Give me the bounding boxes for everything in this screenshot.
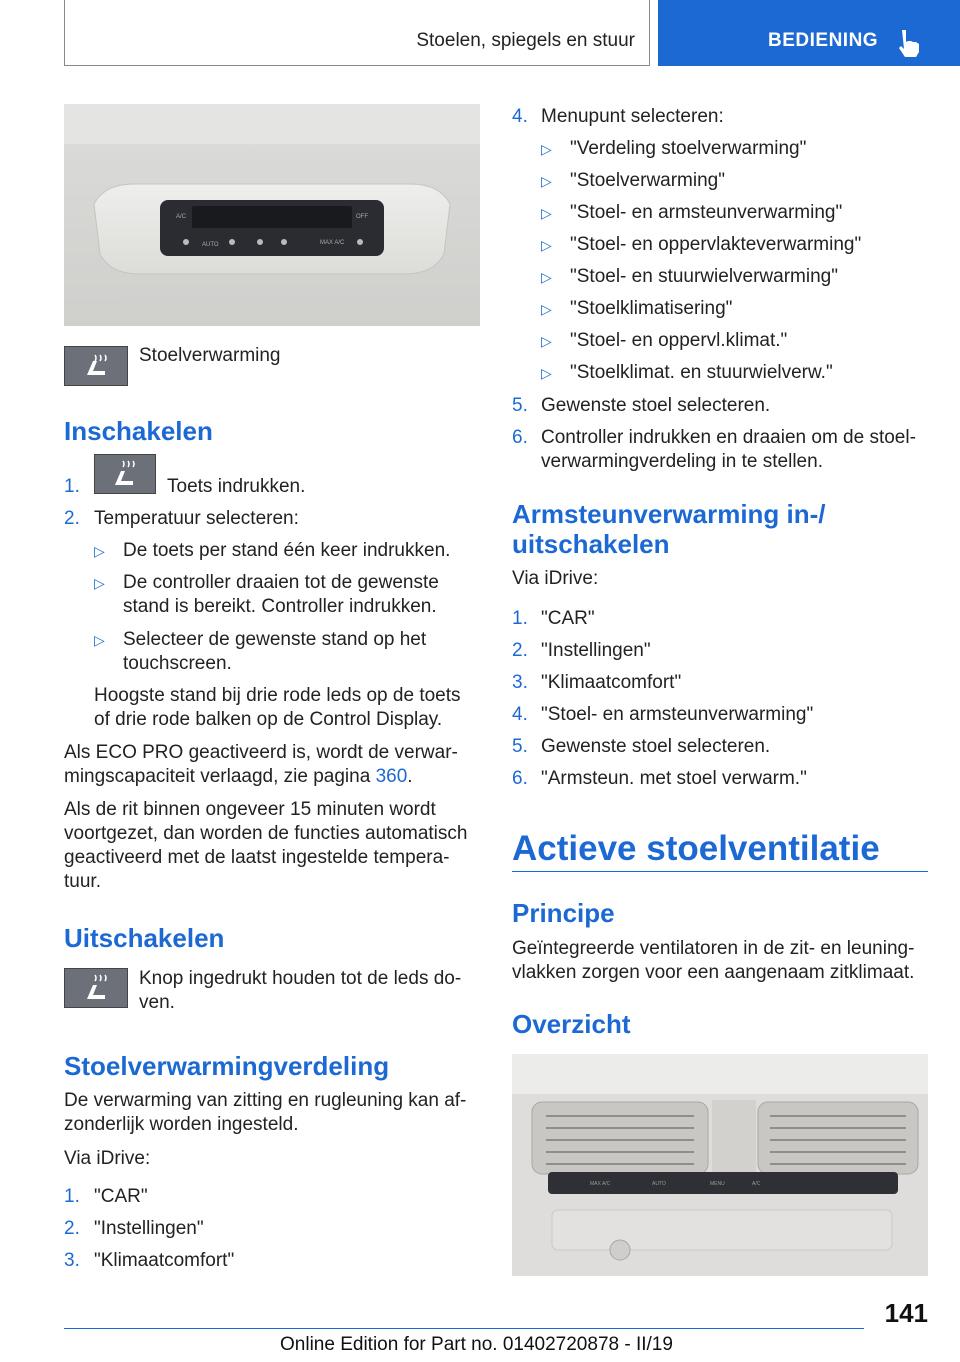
seat-heating-panel-photo <box>64 104 480 326</box>
step-text: Gewenste stoel selecteren. <box>541 736 771 757</box>
menu-item: "Stoel- en armsteunverwarming" <box>570 202 843 223</box>
bullet-icon: ▷ <box>541 141 552 157</box>
step-number: 1. <box>64 476 80 497</box>
panel-max-ac-label: MAX A/C <box>320 240 345 246</box>
note-text: Hoogste stand bij drie rode leds op de toets <box>94 685 461 706</box>
seat-heating-icon <box>64 346 128 386</box>
step-number: 5. <box>512 395 528 416</box>
heading-uitschakelen: Uitschakelen <box>64 923 225 953</box>
step-number: 5. <box>512 736 528 757</box>
uitschakelen-text: Knop ingedrukt houden tot de leds do- <box>139 968 462 989</box>
menu-item: "Stoel- en stuurwielverwarming" <box>570 266 838 287</box>
eco-text-line2: mingscapaciteit verlaagd, zie pagina 360. <box>64 766 413 787</box>
page-number: 141 <box>884 1298 928 1328</box>
step-number: 4. <box>512 704 528 725</box>
header-chapter-tab <box>658 0 960 66</box>
icon-caption: Stoelverwarming <box>139 345 281 366</box>
step-number: 2. <box>64 508 80 529</box>
dashboard-vents-photo <box>512 1054 928 1276</box>
dash-menu-label: MENU <box>710 1181 725 1187</box>
verdeling-text: De verwarming van zitting en rugleuning kan af- <box>64 1090 467 1111</box>
note-text: of drie rode balken op de Control Display. <box>94 709 443 730</box>
step-text: Controller indrukken en draaien om de stoel- <box>541 427 916 448</box>
seat-heating-button-icon <box>94 454 156 494</box>
bullet-text: De toets per stand één keer indrukken. <box>123 540 451 561</box>
dash-ac-label: A/C <box>752 1181 761 1187</box>
via-idrive: Via iDrive: <box>512 568 599 589</box>
principe-text: Geïntegreerde ventilatoren in de zit- en leuning- <box>512 938 915 959</box>
step-number: 6. <box>512 768 528 789</box>
step-text: Gewenste stoel selecteren. <box>541 395 771 416</box>
step-text: "Klimaatcomfort" <box>541 672 682 693</box>
header-section-box <box>64 0 650 66</box>
step-text: "CAR" <box>541 608 595 629</box>
eco-text: Als ECO PRO geactiveerd is, wordt de verwar- <box>64 742 458 763</box>
step-text: "Armsteun. met stoel verwarm." <box>541 768 807 789</box>
header-section-title: Stoelen, spiegels en stuur <box>416 30 635 51</box>
menu-item: "Stoelklimat. en stuurwielverw." <box>570 362 833 383</box>
auto-text: geactiveerd met de laatst ingestelde tempera- <box>64 847 450 868</box>
step-text: verwarmingverdeling in te stellen. <box>541 451 823 472</box>
step-number: 2. <box>64 1218 80 1239</box>
heading-inschakelen: Inschakelen <box>64 416 213 446</box>
step-text: "Stoel- en armsteunverwarming" <box>541 704 814 725</box>
bullet-icon: ▷ <box>94 543 105 559</box>
auto-text: tuur. <box>64 871 101 892</box>
step-text: "CAR" <box>94 1186 148 1207</box>
menu-item: "Stoel- en oppervl.klimat." <box>570 330 788 351</box>
step-text: "Klimaatcomfort" <box>94 1250 235 1271</box>
step-text: "Instellingen" <box>94 1218 204 1239</box>
menu-item: "Stoelklimatisering" <box>570 298 733 319</box>
bullet-icon: ▷ <box>541 237 552 253</box>
panel-off-label: OFF <box>356 214 368 220</box>
heading-ventilatie: Actieve stoelventilatie <box>512 829 880 868</box>
heading-rule <box>512 871 928 872</box>
bullet-icon: ▷ <box>541 269 552 285</box>
seat-heating-off-icon <box>64 968 128 1008</box>
step-text: Toets indrukken. <box>167 476 306 497</box>
step-number: 4. <box>512 106 528 127</box>
step-text: Menupunt selecteren: <box>541 106 724 127</box>
auto-text: voortgezet, dan worden de functies automatisch <box>64 823 468 844</box>
heading-verdeling: Stoelverwarmingverdeling <box>64 1051 390 1081</box>
bullet-icon: ▷ <box>541 301 552 317</box>
bullet-icon: ▷ <box>541 333 552 349</box>
bullet-text: touchscreen. <box>123 653 232 674</box>
step-number: 1. <box>64 1186 80 1207</box>
step-number: 3. <box>512 672 528 693</box>
header-chapter-title: BEDIENING <box>768 30 879 51</box>
menu-item: "Stoel- en oppervlakteverwarming" <box>570 234 862 255</box>
panel-ac-label: A/C <box>176 214 187 220</box>
uitschakelen-text: ven. <box>139 992 175 1013</box>
bullet-icon: ▷ <box>94 575 105 591</box>
step-text: "Instellingen" <box>541 640 651 661</box>
principe-text: vlakken zorgen voor een aangenaam zitklimaat. <box>512 962 915 983</box>
footer-rule <box>64 1328 864 1329</box>
dash-auto-label: AUTO <box>652 1181 666 1187</box>
dash-max-ac-label: MAX A/C <box>590 1181 611 1187</box>
menu-item: "Verdeling stoelverwarming" <box>570 138 807 159</box>
heading-principe: Principe <box>512 898 615 928</box>
menu-item: "Stoelverwarming" <box>570 170 725 191</box>
page-reference-link[interactable]: 360 <box>375 766 408 787</box>
step-number: 3. <box>64 1250 80 1271</box>
via-idrive: Via iDrive: <box>64 1148 151 1169</box>
bullet-text: stand is bereikt. Controller indrukken. <box>123 596 437 617</box>
step-number: 6. <box>512 427 528 448</box>
bullet-icon: ▷ <box>94 632 105 648</box>
bullet-text: Selecteer de gewenste stand op het <box>123 629 427 650</box>
auto-text: Als de rit binnen ongeveer 15 minuten wordt <box>64 799 436 820</box>
bullet-icon: ▷ <box>541 173 552 189</box>
bullet-text: De controller draaien tot de gewenste <box>123 572 439 593</box>
step-number: 1. <box>512 608 528 629</box>
heading-armsteun: Armsteunverwarming in-/ <box>512 499 826 529</box>
panel-auto-label: AUTO <box>202 242 219 248</box>
heading-overzicht: Overzicht <box>512 1009 631 1039</box>
footer-edition: Online Edition for Part no. 01402720878 - II/19 <box>280 1334 673 1355</box>
verdeling-text: zonderlijk worden ingesteld. <box>64 1114 299 1135</box>
bullet-icon: ▷ <box>541 205 552 221</box>
pointing-hand-icon <box>894 28 922 58</box>
bullet-icon: ▷ <box>541 365 552 381</box>
step-text: Temperatuur selecteren: <box>94 508 299 529</box>
heading-armsteun-line2: uitschakelen <box>512 529 670 559</box>
step-number: 2. <box>512 640 528 661</box>
